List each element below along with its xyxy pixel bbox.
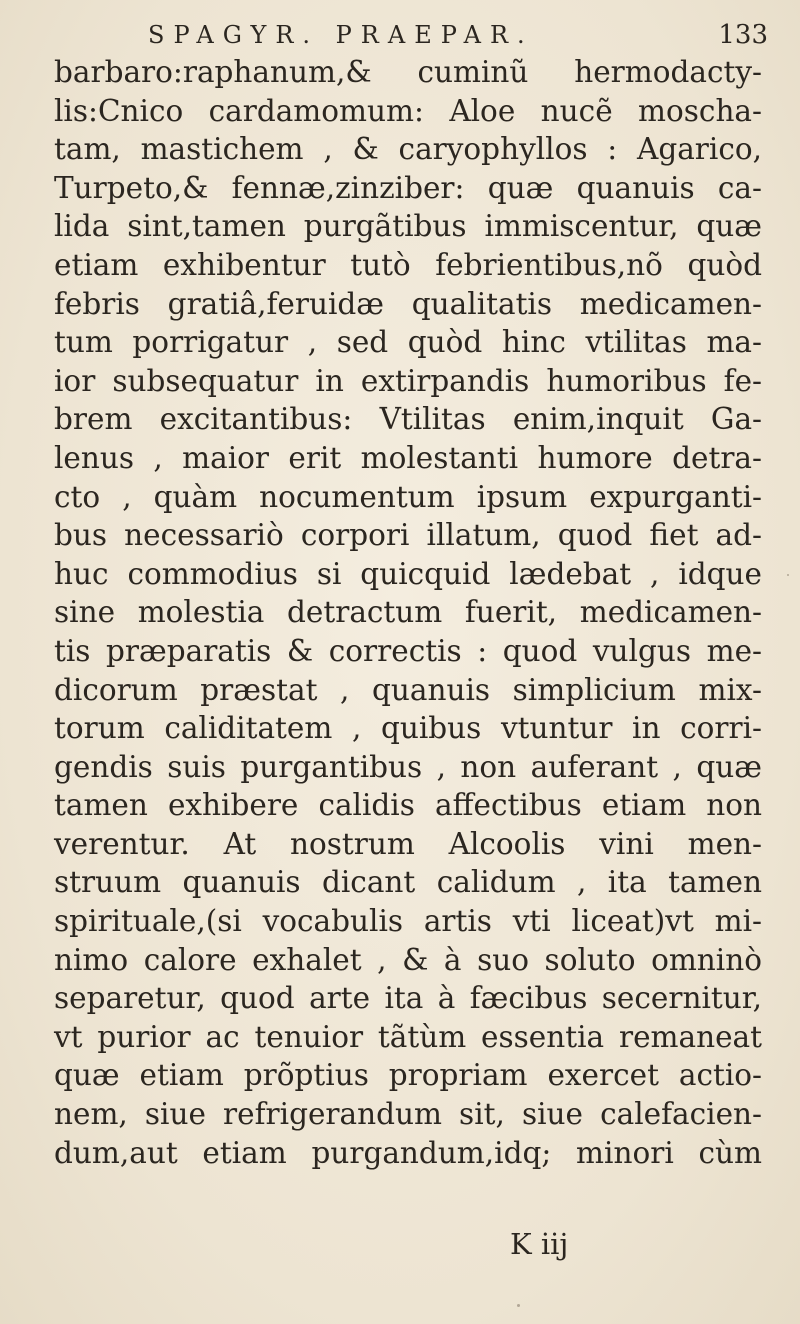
text-line: spirituale,(si vocabulis artis vti liceat)vt mi- bbox=[54, 904, 762, 939]
text-line: tamen exhibere calidis affectibus etiam non bbox=[54, 788, 762, 823]
text-line: tis præparatis & correctis : quod vulgus me- bbox=[54, 633, 762, 668]
text-line: Turpeto,& fennæ,zinziber: quæ quanuis ca- bbox=[54, 170, 762, 205]
text-line: bus necessariò corpori illatum, quod fiet ad- bbox=[54, 518, 762, 553]
text-line: huc commodius si quicquid lædebat , idque bbox=[54, 556, 762, 591]
paper-speck bbox=[787, 574, 789, 576]
paper-speck bbox=[517, 1304, 520, 1307]
text-line: lida sint,tamen purgãtibus immiscentur, quæ bbox=[54, 209, 762, 244]
text-line: torum caliditatem , quibus vtuntur in corri- bbox=[54, 711, 762, 746]
text-line: nimo calore exhalet , & à suo soluto omninò bbox=[54, 942, 762, 977]
running-title: SPAGYR. PRAEPAR. bbox=[148, 21, 534, 49]
text-line: barbaro:raphanum,& cuminũ hermodacty- bbox=[54, 55, 762, 89]
text-line: vt purior ac tenuior tãtùm essentia remaneat bbox=[54, 1019, 762, 1054]
text-line: sine molestia detractum fuerit, medicamen- bbox=[54, 595, 762, 630]
page-number: 133 bbox=[718, 20, 768, 50]
text-line: brem excitantibus: Vtilitas enim,inquit Ga- bbox=[54, 402, 762, 437]
text-line: separetur, quod arte ita à fæcibus secernitur, bbox=[54, 981, 762, 1016]
text-line: struum quanuis dicant calidum , ita tamen bbox=[54, 865, 762, 900]
body-text bbox=[54, 53, 762, 1172]
signature-mark: K iij bbox=[510, 1227, 569, 1261]
text-line: nem, siue refrigerandum sit, siue calefacien- bbox=[54, 1097, 762, 1132]
text-line: quæ etiam prõptius propriam exercet actio- bbox=[54, 1058, 762, 1093]
text-line: lis:Cnico cardamomum: Aloe nucẽ moscha- bbox=[54, 93, 762, 128]
text-line: tam, mastichem , & caryophyllos : Agarico, bbox=[54, 132, 762, 167]
text-line: tum porrigatur , sed quòd hinc vtilitas ma- bbox=[54, 325, 762, 360]
text-line: febris gratiâ,feruidæ qualitatis medicamen- bbox=[54, 286, 762, 321]
text-line: lenus , maior erit molestanti humore detra- bbox=[54, 440, 762, 475]
text-line: ior subsequatur in extirpandis humoribus fe- bbox=[54, 363, 762, 398]
text-line: etiam exhibentur tutò febrientibus,nõ quòd bbox=[54, 247, 762, 282]
text-line: dicorum præstat , quanuis simplicium mix- bbox=[54, 672, 762, 707]
text-line: gendis suis purgantibus , non auferant , quæ bbox=[54, 749, 762, 784]
text-line: cto , quàm nocumentum ipsum expurganti- bbox=[54, 479, 762, 514]
text-line: dum,aut etiam purgandum,idq; minori cùm bbox=[54, 1135, 762, 1170]
page-header bbox=[148, 18, 768, 54]
text-line: verentur. At nostrum Alcoolis vini men- bbox=[54, 826, 762, 861]
